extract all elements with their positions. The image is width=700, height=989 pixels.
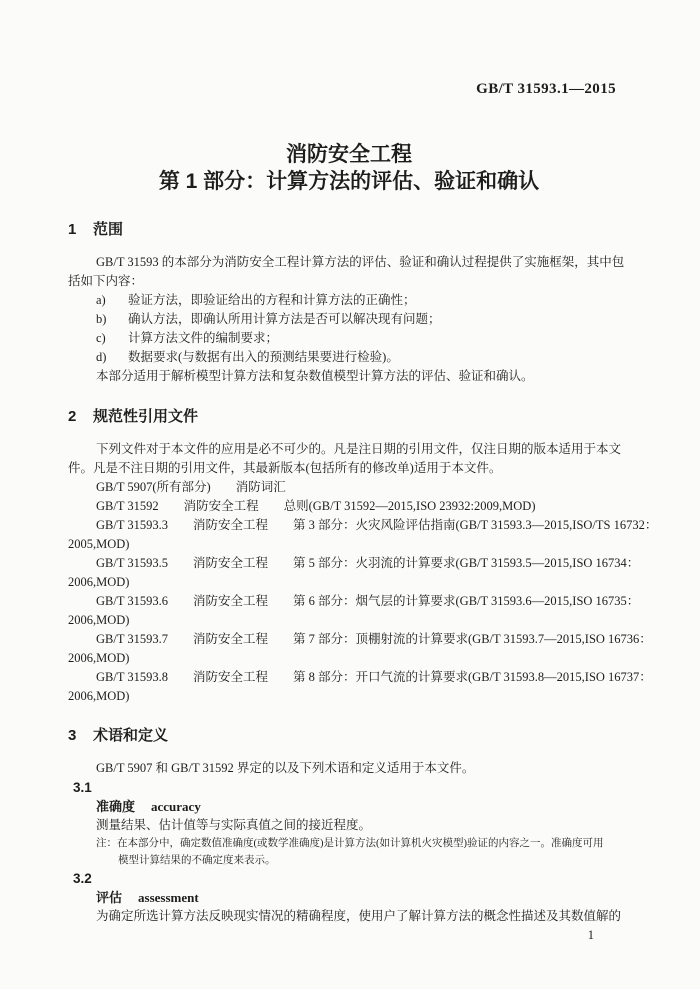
section-2-title: 规范性引用文件 <box>93 408 199 425</box>
reference-line: GB/T 5907(所有部分) 消防词汇 <box>96 480 286 494</box>
scope-closing-line: 本部分适用于解析模型计算方法和复杂数值模型计算方法的评估、验证和确认。 <box>96 369 534 383</box>
list-text-d: 数据要求(与数据有出入的预测结果要进行检验)。 <box>128 350 399 364</box>
section-3-title: 术语和定义 <box>93 727 169 744</box>
reference-line-wrap: 2006,MOD) <box>68 575 130 589</box>
definition-text: 为确定所选计算方法反映现实情况的精确程度，使用户了解计算方法的概念性描述及其数值解的 <box>96 909 622 923</box>
scope-intro-line-2: 括如下内容： <box>68 274 144 288</box>
section-1-title: 范围 <box>93 221 124 238</box>
list-marker-d: d) <box>96 350 107 364</box>
term-en: accuracy <box>151 799 201 814</box>
note-text-line-1: 注：在本部分中，确定数值准确度(或数学准确度)是计算方法(如计算机火灾模型)验证的内容之一。准确度可用 <box>96 838 604 849</box>
section-1-heading <box>68 220 630 239</box>
note-text-line-2: 模型计算结果的不确定度来表示。 <box>118 855 276 866</box>
section-1-number: 1 <box>68 221 77 238</box>
doc-title-line1: 消防安全工程 <box>286 143 412 166</box>
section-2-heading <box>68 407 630 426</box>
reference-line: GB/T 31593.8 消防安全工程 第 8 部分：开口气流的计算要求(GB/T 31593.8—2015,ISO 16737： <box>96 670 652 684</box>
scope-list-item-b <box>68 310 630 329</box>
reference-line: GB/T 31593.5 消防安全工程 第 5 部分：火羽流的计算要求(GB/T 31593.5—2015,ISO 16734： <box>96 556 640 570</box>
clause-number-3-2: 3.2 <box>73 871 92 886</box>
term-entry-assessment <box>68 888 630 907</box>
reference-line-wrap: 2006,MOD) <box>68 613 130 627</box>
normative-intro-line-1: 下列文件对于本文件的应用是必不可少的。凡是注日期的引用文件，仅注日期的版本适用于本文 <box>96 442 622 456</box>
term-cn: 评估 <box>96 890 123 905</box>
reference-line: GB/T 31593.7 消防安全工程 第 7 部分：顶棚射流的计算要求(GB/T 31593.7—2015,ISO 16736： <box>96 632 652 646</box>
scope-intro-line-1: GB/T 31593 的本部分为消防安全工程计算方法的评估、验证和确认过程提供了实施框架，其中包 <box>96 255 625 269</box>
reference-line-wrap: 2006,MOD) <box>68 651 130 665</box>
reference-line: GB/T 31593.3 消防安全工程 第 3 部分：火灾风险评估指南(GB/T 31593.3—2015,ISO/TS 16732： <box>96 518 658 532</box>
list-marker-b: b) <box>96 312 107 326</box>
list-marker-c: c) <box>96 331 106 345</box>
reference-line: GB/T 31593.6 消防安全工程 第 6 部分：烟气层的计算要求(GB/T 31593.6—2015,ISO 16735： <box>96 594 640 608</box>
section-3-heading <box>68 726 630 745</box>
page-number: 1 <box>587 928 594 942</box>
section-3-number: 3 <box>68 727 77 744</box>
reference-line-wrap: 2006,MOD) <box>68 689 130 703</box>
list-text-c: 计算方法文件的编制要求； <box>128 331 279 345</box>
scope-list-item-d <box>68 348 630 367</box>
doc-title-line2: 第 1 部分：计算方法的评估、验证和确认 <box>158 170 540 193</box>
definition-text: 测量结果、估计值等与实际真值之间的接近程度。 <box>96 818 372 832</box>
reference-line-wrap: 2005,MOD) <box>68 537 130 551</box>
list-text-b: 确认方法，即确认所用计算方法是否可以解决现有问题； <box>128 312 441 326</box>
scope-list-item-a <box>68 291 630 310</box>
standard-code: GB/T 31593.1—2015 <box>476 81 616 97</box>
list-marker-a: a) <box>96 293 106 307</box>
terms-intro-line: GB/T 5907 和 GB/T 31592 界定的以及下列术语和定义适用于本文件。 <box>96 761 475 775</box>
list-text-a: 验证方法，即验证给出的方程和计算方法的正确性； <box>128 293 416 307</box>
document-title <box>68 141 630 195</box>
term-entry-accuracy <box>68 797 630 816</box>
reference-line: GB/T 31592 消防安全工程 总则(GB/T 31592—2015,ISO 23932:2009,MOD) <box>96 499 536 513</box>
normative-intro-line-2: 件。凡是不注日期的引用文件，其最新版本(包括所有的修改单)适用于本文件。 <box>68 461 502 475</box>
clause-number-3-1: 3.1 <box>73 780 92 795</box>
term-en: assessment <box>138 890 199 905</box>
scope-list-item-c <box>68 329 630 348</box>
term-cn: 准确度 <box>96 799 136 814</box>
section-2-number: 2 <box>68 408 77 425</box>
